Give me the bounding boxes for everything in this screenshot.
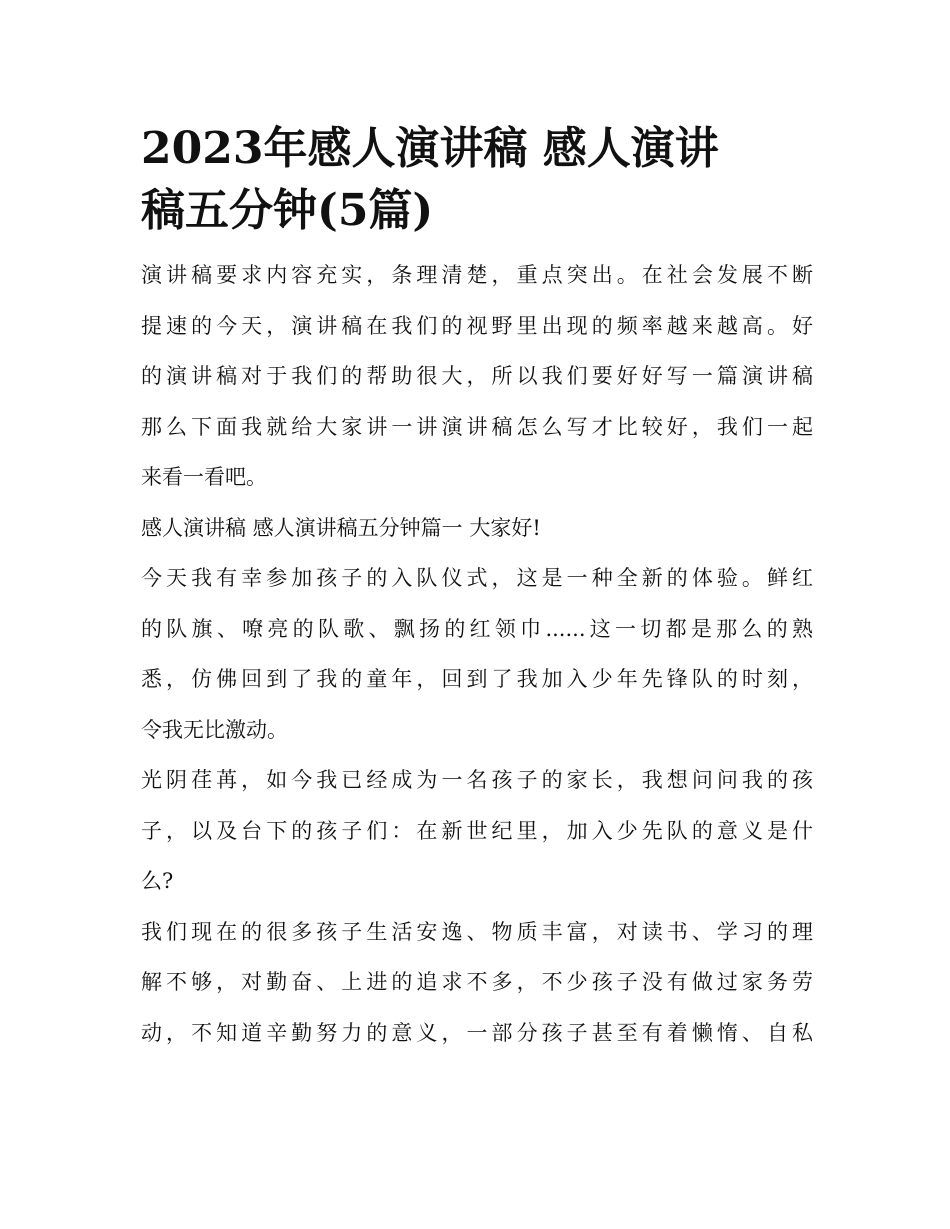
- paragraph-line: 今天我有幸参加孩子的入队仪式，这是一种全新的体验。鲜红: [141, 566, 813, 590]
- paragraph-line: 动，不知道辛勤努力的意义，一部分孩子甚至有着懒惰、自私: [141, 1020, 813, 1045]
- paragraph-line: 感人演讲稿 感人演讲稿五分钟篇一 大家好!: [141, 515, 541, 540]
- document-content: [141, 118, 813, 1058]
- paragraph-line: 解不够，对勤奋、上进的追求不多，不少孩子没有做过家务劳: [141, 970, 813, 994]
- paragraph-line: 悉，仿佛回到了我的童年，回到了我加入少年先锋队的时刻，: [141, 667, 813, 691]
- paragraph-line: 提速的今天，演讲稿在我们的视野里出现的频率越来越高。好: [141, 313, 813, 338]
- paragraph-line: 子，以及台下的孩子们：在新世纪里，加入少先队的意义是什: [141, 818, 813, 843]
- paragraph-line: 的演讲稿对于我们的帮助很大，所以我们要好好写一篇演讲稿: [141, 364, 813, 388]
- paragraph-intro: [141, 250, 813, 503]
- paragraph-section-heading: [141, 503, 813, 554]
- paragraph-body: [141, 907, 813, 1059]
- paragraph-body: [141, 755, 813, 907]
- paragraph-line: 演讲稿要求内容充实，条理清楚，重点突出。在社会发展不断: [141, 263, 813, 287]
- title-line: 稿五分钟(5篇): [141, 185, 434, 236]
- document-title: [141, 118, 813, 242]
- paragraph-line: 么?: [141, 869, 174, 893]
- paragraph-body: [141, 553, 813, 755]
- paragraph-line: 我们现在的很多孩子生活安逸、物质丰富，对读书、学习的理: [141, 919, 813, 944]
- paragraph-line: 来看一看吧。: [141, 465, 267, 489]
- title-line: 2023年感人演讲稿 感人演讲: [141, 123, 719, 174]
- paragraph-line: 的队旗、嘹亮的队歌、飘扬的红领巾......这一切都是那么的熟: [141, 616, 813, 641]
- paragraph-line: 光阴荏苒，如今我已经成为一名孩子的家长，我想问问我的孩: [141, 768, 813, 792]
- paragraph-line: 令我无比激动。: [141, 717, 288, 742]
- paragraph-line: 那么下面我就给大家讲一讲演讲稿怎么写才比较好，我们一起: [141, 414, 813, 439]
